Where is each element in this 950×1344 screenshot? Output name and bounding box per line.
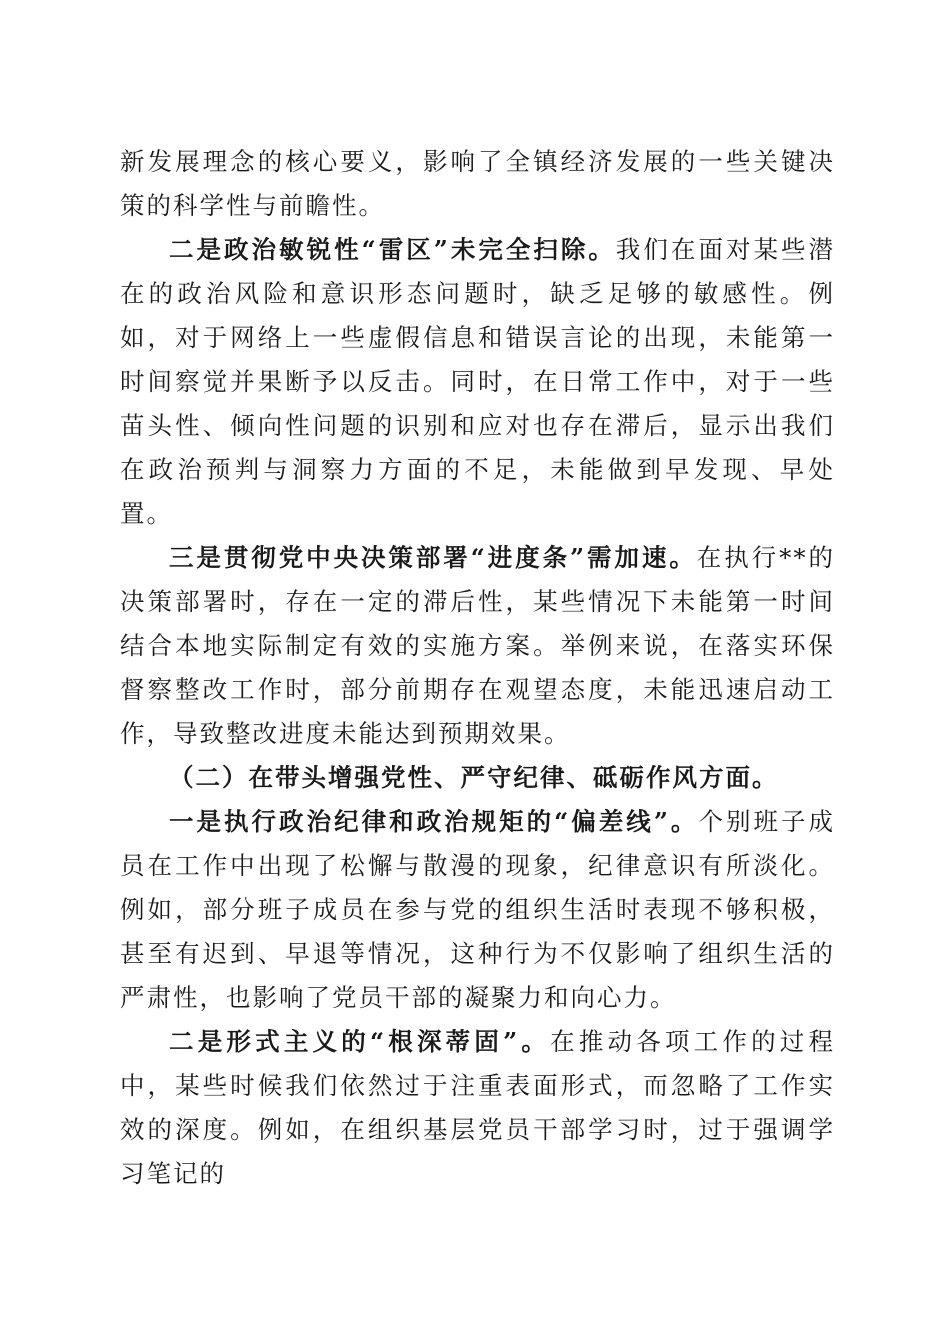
section-heading: （二）在带头增强党性、严守纪律、砥砺作风方面。 <box>169 763 779 792</box>
paragraph-continuation <box>120 140 835 228</box>
paragraph-lead: 一是执行政治纪律和政治规矩的“偏差线”。 <box>169 807 699 836</box>
paragraph-text: 在推动各项工作的过程中，某些时候我们依然过于注重表面形式，而忽略了工作实效的深度。例如，在组织基层党员干部学习时，过于强调学习笔记的 <box>120 1027 836 1188</box>
paragraph-implementation-progress <box>120 536 835 756</box>
paragraph-text: 我们在面对某些潜在的政治风险和意识形态问题时，缺乏足够的敏感性。例如，对于网络上一些虚假信息和错误言论的出现，未能第一时间察觉并果断予以反击。同时，在日常工作中，对于一些苗头性、倾向性问题的识别和应对也存在滞后，显示出我们在政治预判与洞察力方面的不足，未能做到早发现、早处置。 <box>120 235 835 528</box>
paragraph-political-sensitivity <box>120 228 835 536</box>
paragraph-text: 个别班子成员在工作中出现了松懈与散漫的现象，纪律意识有所淡化。例如，部分班子成员在参与党的组织生活时表现不够积极，甚至有迟到、早退等情况，这种行为不仅影响了组织生活的严肃性，也影响了党员干部的凝聚力和向心力。 <box>120 807 836 1012</box>
paragraph-text: 在执行**的决策部署时，存在一定的滞后性，某些情况下未能第一时间结合本地实际制定有效的实施方案。举例来说，在落实环保督察整改工作时，部分前期存在观望态度，未能迅速启动工作，导致整改进度未能达到预期效果。 <box>120 543 835 748</box>
paragraph-lead: 二是政治敏锐性“雷区”未完全扫除。 <box>169 235 616 264</box>
paragraph-formalism <box>120 1020 835 1196</box>
paragraph-lead: 二是形式主义的“根深蒂固”。 <box>169 1027 551 1056</box>
paragraph-political-discipline <box>120 800 835 1020</box>
document-page <box>120 140 835 1196</box>
paragraph-lead: 三是贯彻党中央决策部署“进度条”需加速。 <box>169 543 697 572</box>
paragraph-text: 新发展理念的核心要义，影响了全镇经济发展的一些关键决策的科学性与前瞻性。 <box>120 147 835 220</box>
